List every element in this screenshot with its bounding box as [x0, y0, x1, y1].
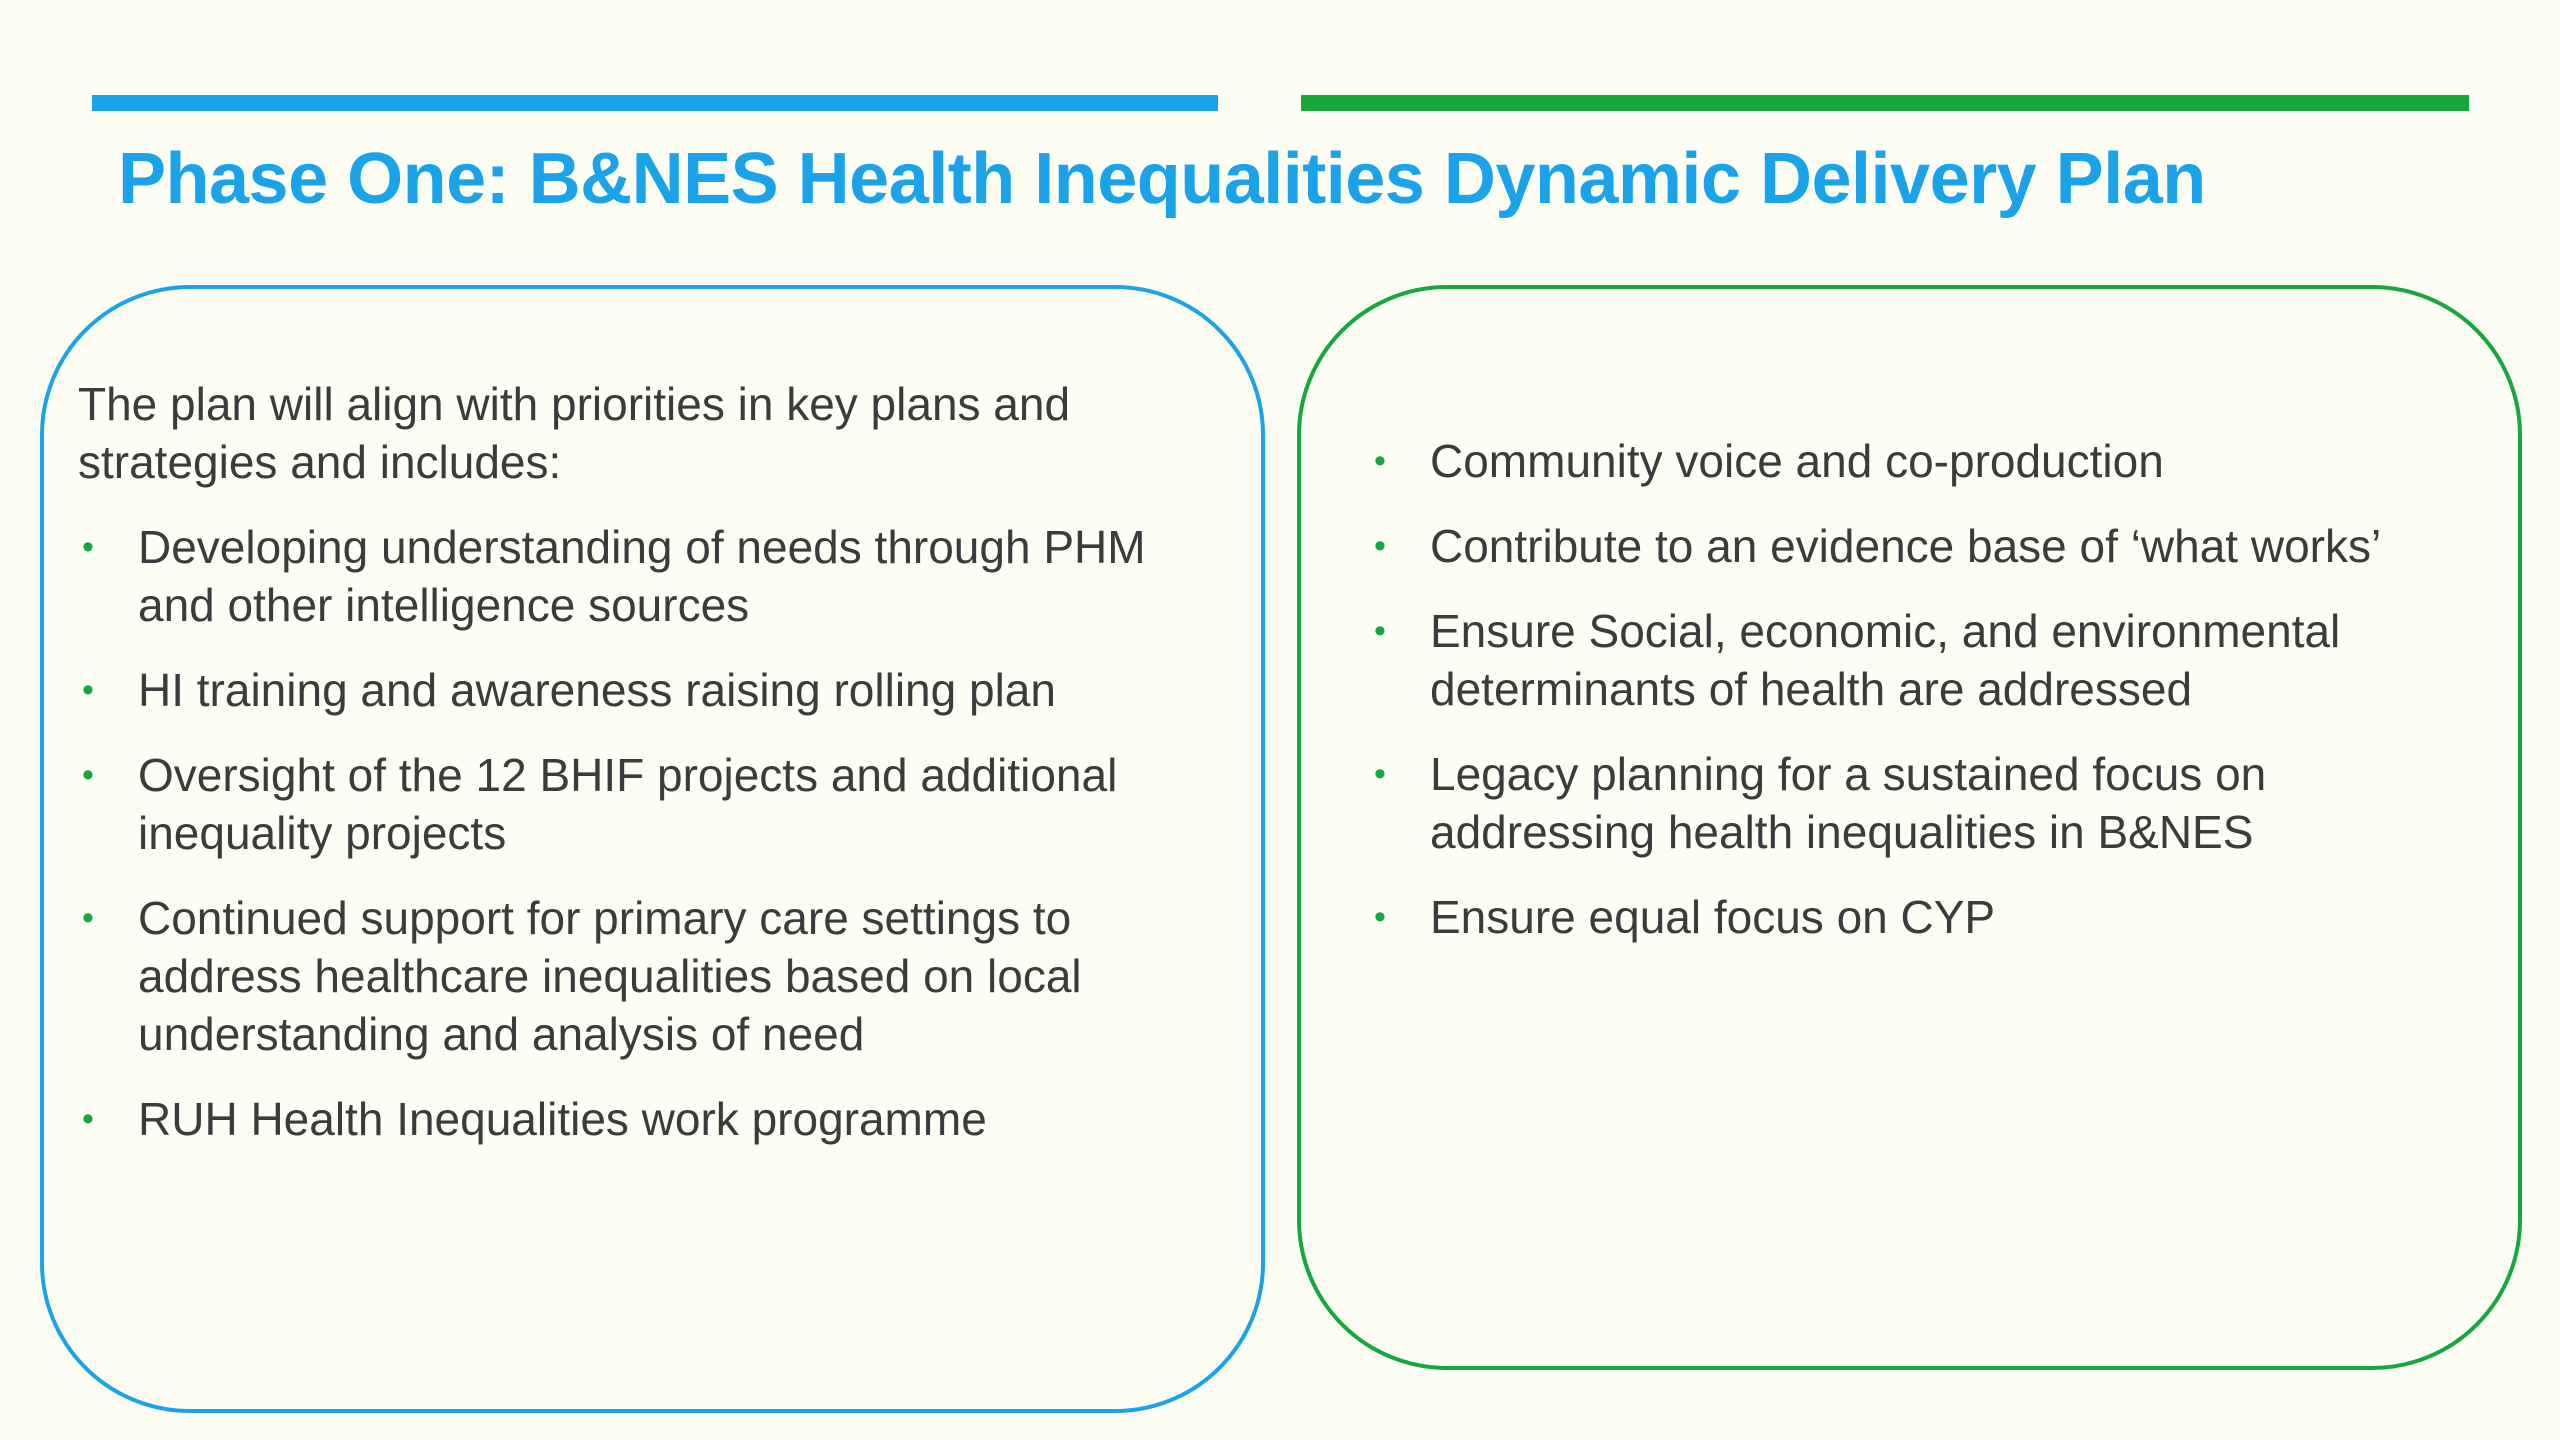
- list-item-text: Contribute to an evidence base of ‘what works’: [1430, 520, 2382, 572]
- bullet-icon: •: [82, 671, 94, 709]
- bullet-icon: •: [1374, 898, 1386, 936]
- bullet-icon: •: [82, 899, 94, 937]
- right-bullet-list: [1370, 432, 2490, 973]
- list-item: [1370, 432, 2490, 490]
- top-accent-bar-blue: [92, 95, 1218, 111]
- bullet-icon: •: [1374, 527, 1386, 565]
- list-item-text: Developing understanding of needs through PHM and other intelligence sources: [138, 521, 1146, 631]
- slide-title: Phase One: B&NES Health Inequalities Dynamic Delivery Plan: [118, 139, 2206, 219]
- bullet-icon: •: [82, 756, 94, 794]
- list-item: [78, 661, 1228, 719]
- list-item-text: HI training and awareness raising rolling plan: [138, 664, 1056, 716]
- bullet-icon: •: [1374, 755, 1386, 793]
- list-item-text: Ensure equal focus on CYP: [1430, 891, 1996, 943]
- list-item: [78, 889, 1228, 1063]
- list-item-text: Oversight of the 12 BHIF projects and additional inequality projects: [138, 749, 1118, 859]
- list-item: [1370, 888, 2490, 946]
- list-item-text: Continued support for primary care settings to address healthcare inequalities based on local understanding and analysis of need: [138, 892, 1082, 1060]
- list-item: [1370, 745, 2490, 861]
- list-item: [78, 746, 1228, 862]
- list-item: [1370, 517, 2490, 575]
- list-item: [1370, 602, 2490, 718]
- left-panel-intro: The plan will align with priorities in key plans and strategies and includes:: [78, 378, 1071, 488]
- bullet-icon: •: [1374, 612, 1386, 650]
- top-accent-bar-green: [1301, 95, 2469, 111]
- list-item: [78, 518, 1228, 634]
- list-item-text: Legacy planning for a sustained focus on addressing health inequalities in B&NES: [1430, 748, 2267, 858]
- bullet-icon: •: [82, 528, 94, 566]
- list-item-text: RUH Health Inequalities work programme: [138, 1093, 987, 1145]
- list-item: [78, 1090, 1228, 1148]
- bullet-icon: •: [82, 1100, 94, 1138]
- left-bullet-list: [78, 518, 1228, 1175]
- bullet-icon: •: [1374, 442, 1386, 480]
- list-item-text: Ensure Social, economic, and environmental determinants of health are addressed: [1430, 605, 2341, 715]
- list-item-text: Community voice and co-production: [1430, 435, 2164, 487]
